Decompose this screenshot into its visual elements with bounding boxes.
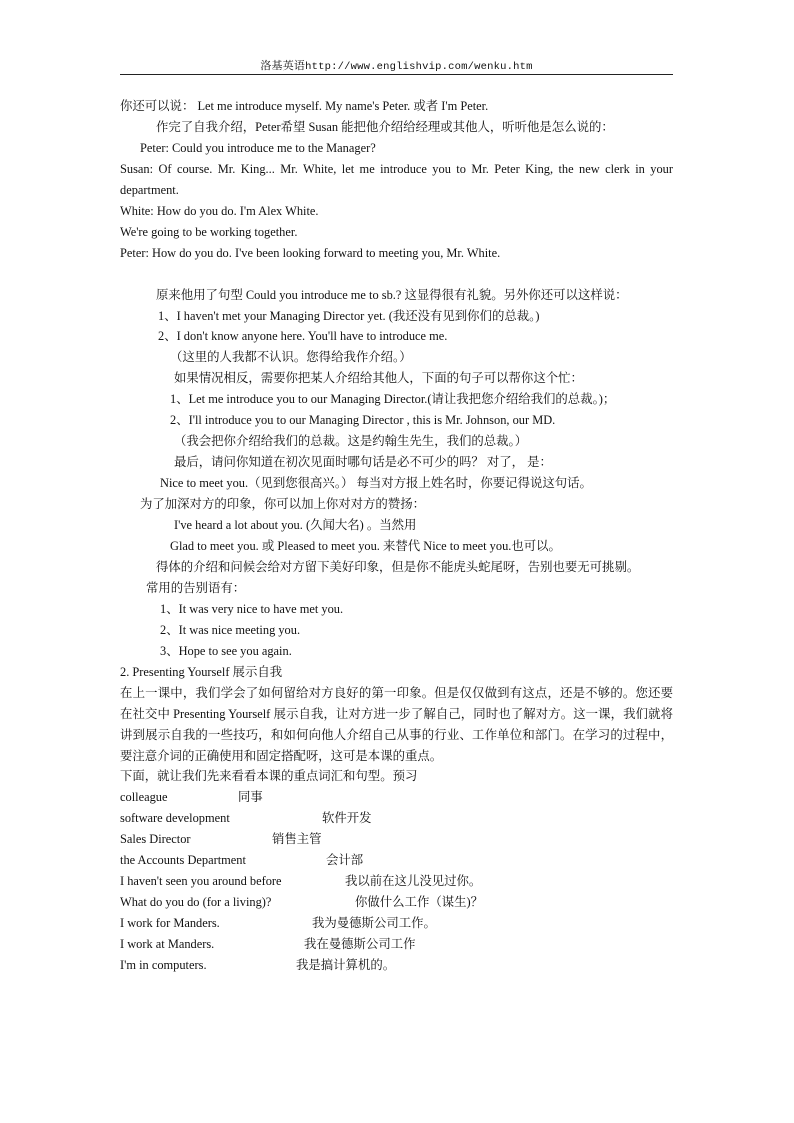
vocab-english: I'm in computers.	[120, 958, 207, 973]
paragraph-line: I've heard a lot about you. (久闻大名) 。当然用	[174, 518, 417, 533]
paragraph-line: 最后，请问你知道在初次见面时哪句话是必不可少的吗？ 对了， 是：	[174, 455, 552, 470]
section-heading: 2. Presenting Yourself 展示自我	[120, 664, 283, 679]
blank-line	[120, 264, 673, 285]
vocab-english: What do you do (for a living)?	[120, 895, 272, 910]
vocab-english: I work for Manders.	[120, 916, 220, 931]
vocab-chinese: 我以前在这儿没见过你。	[345, 874, 482, 889]
vocab-row	[120, 934, 673, 955]
dialogue-line: We're going to be working together.	[120, 224, 298, 239]
paragraph-line: 你还可以说： Let me introduce myself. My name's Peter. 或者 I'm Peter.	[120, 99, 489, 113]
list-item: 2、I don't know anyone here. You'll have to introduce me.	[158, 329, 448, 344]
vocab-row	[120, 955, 673, 976]
paragraph-text: 得体的介绍和问候会给对方留下美好印象，但是你不能虎头蛇尾呀，告别也要无可挑剔。	[156, 559, 640, 574]
vocab-chinese: 销售主管	[272, 832, 322, 847]
paragraph-text: 原来他用了句型 Could you introduce me to sb.? 这显得很有礼貌。另外你还可以这样说：	[156, 287, 628, 302]
vocab-row	[120, 892, 673, 913]
vocab-row	[120, 913, 673, 934]
vocab-list	[120, 787, 673, 976]
list-item: 2、It was nice meeting you.	[160, 622, 301, 637]
vocab-chinese: 我在曼德斯公司工作	[304, 937, 416, 952]
vocab-row	[120, 829, 673, 850]
vocab-chinese: 会计部	[326, 853, 364, 868]
list-item: 1、Let me introduce you to our Managing Director.(请让我把您介绍给我们的总裁。)；	[170, 392, 616, 407]
list-item: 2、I'll introduce you to our Managing Director , this is Mr. Johnson, our MD.	[170, 413, 556, 428]
translation-line: （我会把你介绍给我们的总裁。这是约翰生先生，我们的总裁。）	[174, 434, 528, 449]
paragraph-line: 下面，就让我们先来看看本课的重点词汇和句型。预习	[120, 769, 418, 784]
vocab-english: software development	[120, 811, 230, 826]
paragraph-line: 如果情况相反，需要你把某人介绍给其他人，下面的句子可以帮你这个忙：	[174, 371, 583, 386]
vocab-row	[120, 787, 673, 808]
vocab-chinese: 软件开发	[322, 811, 372, 826]
paragraph	[120, 285, 673, 306]
page-header	[120, 57, 673, 73]
vocab-row	[120, 871, 673, 892]
vocab-english: I work at Manders.	[120, 937, 215, 952]
dialogue-line: Peter: How do you do. I've been looking forward to meeting you, Mr. White.	[120, 245, 501, 260]
header-url[interactable]: http://www.englishvip.com/wenku.htm	[305, 61, 533, 73]
vocab-english: colleague	[120, 790, 168, 805]
paragraph-line: Nice to meet you.（见到您很高兴。） 每当对方报上姓名时，你要记得说这句话。	[160, 476, 592, 491]
header-rule	[120, 74, 673, 75]
paragraph-line: Glad to meet you. 或 Pleased to meet you. 来替代 Nice to meet you.也可以。	[170, 539, 561, 553]
document-body	[120, 96, 673, 976]
vocab-english: I haven't seen you around before	[120, 874, 282, 889]
dialogue-line: Peter: Could you introduce me to the Manager?	[140, 140, 376, 155]
vocab-chinese: 我为曼德斯公司工作。	[312, 916, 436, 931]
vocab-row	[120, 808, 673, 829]
translation-line: （这里的人我都不认识。您得给我作介绍。）	[170, 350, 412, 365]
paragraph-line: 作完了自我介绍，Peter希望 Susan 能把他介绍给经理或其他人，听听他是怎么说的：	[156, 119, 614, 134]
list-item: 1、It was very nice to have met you.	[160, 601, 344, 616]
paragraph: 在上一课中，我们学会了如何留给对方良好的第一印象。但是仅仅做到有这点，还是不够的。您还要在社交中 Presenting Yourself 展示自我，让对方进一步了解自己，同时也了解对方。这一课，我们就将讲到展示自我的一些技巧，和如何向他人介绍自己从事的行业、工作单位和部门。在学习的过程中，要注意介词的正确使用和固定搭配呀，这可是本课的重点。	[120, 685, 673, 763]
dialogue-line: Susan: Of course. Mr. King... Mr. White, let me introduce you to Mr. Peter King, the new clerk in your department.	[120, 161, 673, 197]
vocab-chinese: 我是搞计算机的。	[296, 958, 396, 973]
vocab-row	[120, 850, 673, 871]
vocab-english: the Accounts Department	[120, 853, 246, 868]
vocab-english: Sales Director	[120, 832, 191, 847]
list-item: 3、Hope to see you again.	[160, 643, 292, 658]
header-site-name: 洛基英语	[260, 60, 306, 72]
vocab-chinese: 同事	[238, 790, 263, 805]
paragraph-line: 常用的告别语有：	[146, 580, 246, 595]
paragraph	[120, 557, 673, 578]
paragraph-line: 为了加深对方的印象，你可以加上你对对方的赞扬：	[140, 497, 425, 512]
dialogue-line: White: How do you do. I'm Alex White.	[120, 203, 319, 218]
vocab-chinese: 你做什么工作（谋生)？	[355, 895, 484, 910]
list-item: 1、I haven't met your Managing Director yet. (我还没有见到你们的总裁。)	[158, 308, 540, 323]
